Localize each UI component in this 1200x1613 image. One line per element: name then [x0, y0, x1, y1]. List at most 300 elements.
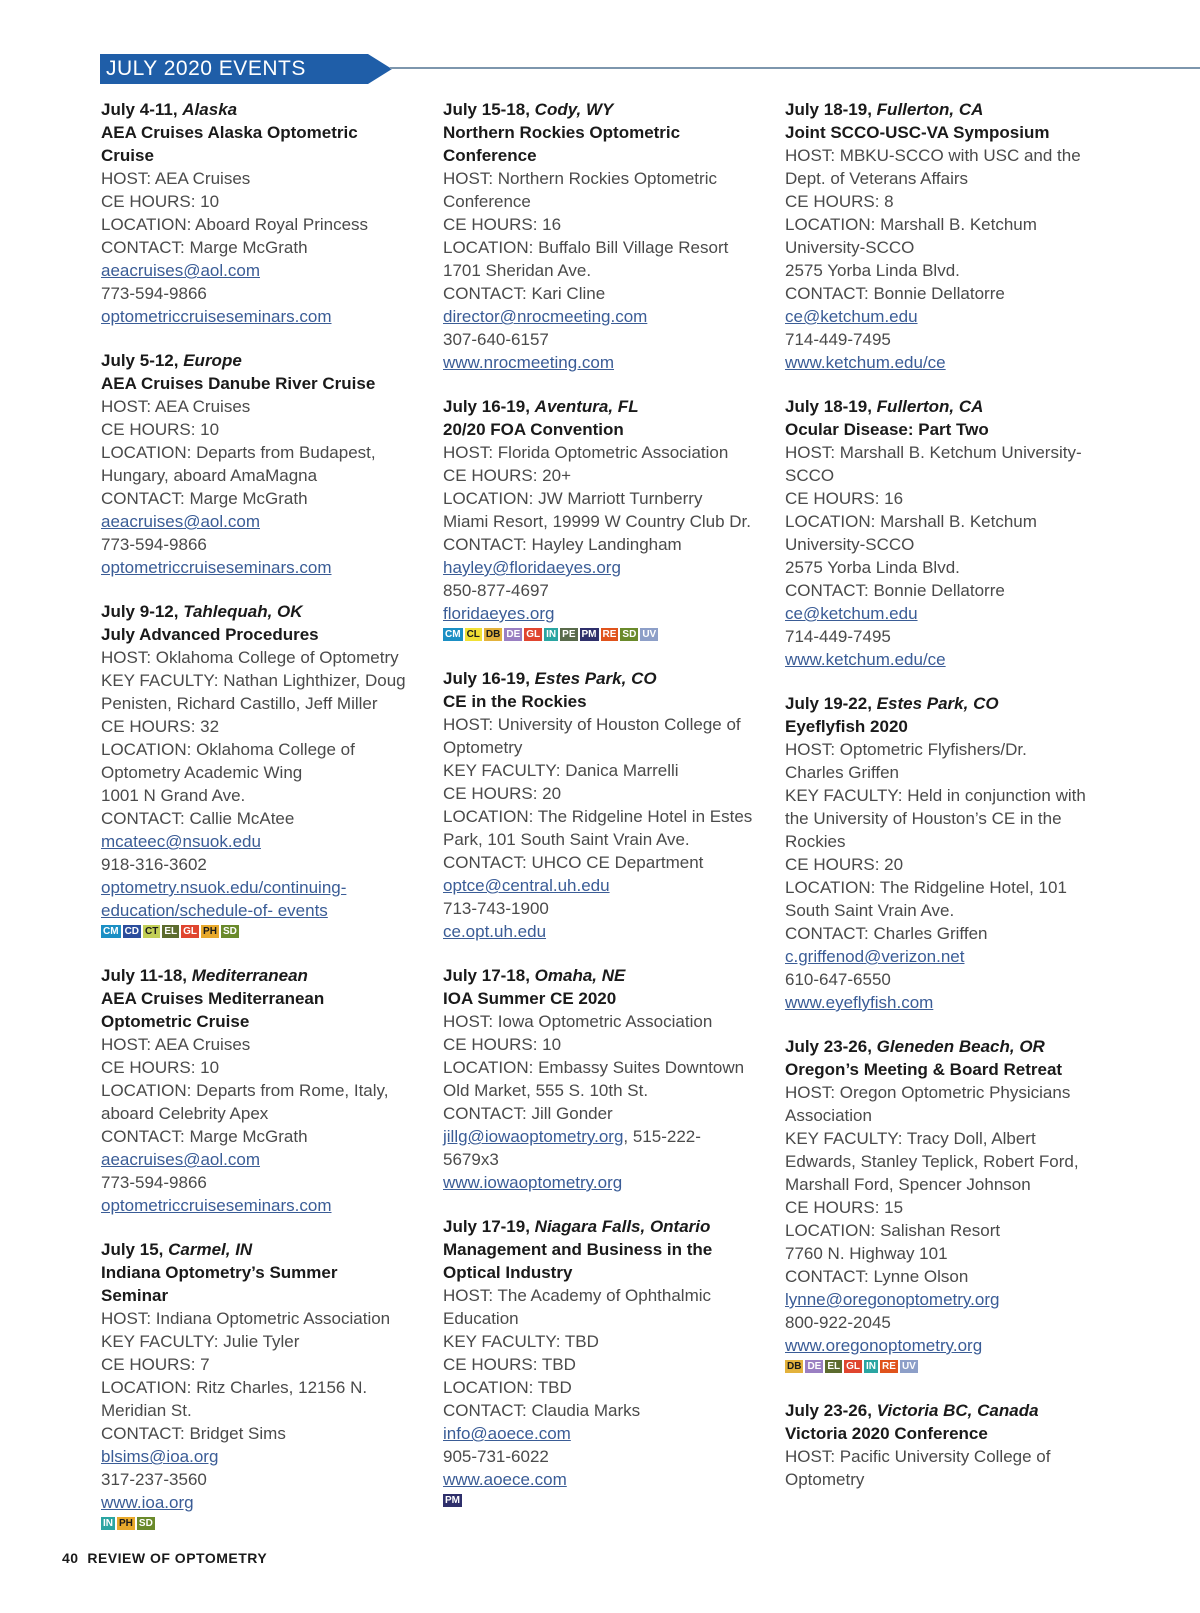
- subject-tags: [101, 925, 423, 943]
- event-date: [443, 1215, 773, 1238]
- event-link[interactable]: www.nrocmeeting.com: [443, 353, 615, 372]
- event-detail: University-SCCO: [785, 535, 915, 554]
- event-listing: [443, 395, 773, 646]
- event-contact-line: [443, 1422, 773, 1445]
- event-contact-line: [101, 1194, 423, 1217]
- event-detail: South Saint Vrain Ave.: [785, 901, 955, 920]
- event-contact-line: [443, 579, 773, 602]
- event-phone: 714-449-7495: [785, 330, 891, 349]
- event-place: Estes Park, CO: [876, 694, 999, 713]
- event-phone: , 515-222-: [623, 1127, 701, 1146]
- event-link[interactable]: www.eyeflyfish.com: [785, 993, 934, 1012]
- event-contact-line: [101, 556, 423, 579]
- event-detail: the University of Houston’s CE in the: [785, 809, 1062, 828]
- event-listing: [443, 667, 773, 943]
- event-date: [101, 600, 423, 623]
- event-link[interactable]: www.iowaoptometry.org: [443, 1173, 623, 1192]
- event-detail: Penisten, Richard Castillo, Jeff Miller: [101, 694, 378, 713]
- event-title: CE in the Rockies: [443, 692, 587, 711]
- event-contact-line: [785, 351, 1105, 374]
- event-listing: [443, 98, 773, 374]
- event-listing: [101, 964, 423, 1217]
- event-link[interactable]: blsims@ioa.org: [101, 1447, 219, 1466]
- event-detail: CONTACT: Charles Griffen: [785, 924, 988, 943]
- event-detail: HOST: Indiana Optometric Association: [101, 1309, 391, 1328]
- event-title: Optometric Cruise: [101, 1012, 250, 1031]
- event-link[interactable]: director@nrocmeeting.com: [443, 307, 648, 326]
- subject-tag: CM: [103, 926, 119, 937]
- subject-tags: [101, 1517, 423, 1535]
- event-place: Victoria BC, Canada: [876, 1401, 1039, 1420]
- event-detail: Education: [443, 1309, 519, 1328]
- event-link[interactable]: optce@central.uh.edu: [443, 876, 610, 895]
- event-date: [785, 692, 1105, 715]
- event-contact-line: [785, 602, 1105, 625]
- event-date-text: July 11-18,: [101, 966, 192, 985]
- event-phone: 800-922-2045: [785, 1313, 891, 1332]
- event-phone: 773-594-9866: [101, 284, 207, 303]
- event-contact-line: [101, 1468, 423, 1491]
- event-contact-line: [101, 305, 423, 328]
- event-date-text: July 16-19,: [443, 397, 535, 416]
- subject-tag: GL: [526, 629, 541, 640]
- event-date: [443, 964, 773, 987]
- event-title: Management and Business in the: [443, 1240, 713, 1259]
- event-date-text: July 18-19,: [785, 100, 877, 119]
- event-contact-line: [101, 259, 423, 282]
- event-link[interactable]: education/schedule-of- events: [101, 901, 328, 920]
- event-listing: [785, 692, 1105, 1014]
- event-detail: CE HOURS: 32: [101, 717, 220, 736]
- event-date: [443, 667, 773, 690]
- event-detail: CE HOURS: 10: [101, 420, 220, 439]
- event-title: Oregon’s Meeting & Board Retreat: [785, 1060, 1063, 1079]
- subject-tag: IN: [866, 1361, 877, 1372]
- page-number: 40: [62, 1550, 79, 1566]
- event-date-text: July 15-18,: [443, 100, 535, 119]
- event-contact-line: [101, 1445, 423, 1468]
- subject-tag: PM: [445, 1495, 460, 1506]
- event-detail: Hungary, aboard AmaMagna: [101, 466, 318, 485]
- event-detail: Association: [785, 1106, 872, 1125]
- event-detail: KEY FACULTY: TBD: [443, 1332, 599, 1351]
- subject-tag: EL: [164, 926, 178, 937]
- event-link[interactable]: www.aoece.com: [443, 1470, 567, 1489]
- event-detail: CONTACT: UHCO CE Department: [443, 853, 704, 872]
- event-detail: CE HOURS: 8: [785, 192, 894, 211]
- event-place: Tahlequah, OK: [183, 602, 303, 621]
- event-contact-line: [101, 1171, 423, 1194]
- event-link[interactable]: www.ketchum.edu/ce: [785, 353, 946, 372]
- event-title: Northern Rockies Optometric: [443, 123, 681, 142]
- event-detail: CE HOURS: 10: [101, 1058, 220, 1077]
- event-detail: HOST: Marshall B. Ketchum University-: [785, 443, 1082, 462]
- event-contact-line: [443, 897, 773, 920]
- event-date: [785, 1399, 1105, 1422]
- event-link[interactable]: ce.opt.uh.edu: [443, 922, 547, 941]
- event-contact-line: [101, 510, 423, 533]
- subject-tags: [443, 628, 773, 646]
- event-detail: CONTACT: Bonnie Dellatorre: [785, 284, 1005, 303]
- event-place: Mediterranean: [191, 966, 308, 985]
- event-date-text: July 18-19,: [785, 397, 877, 416]
- subject-tag: IN: [103, 1518, 113, 1529]
- subject-tag: SD: [622, 629, 637, 640]
- event-detail: HOST: AEA Cruises: [101, 169, 251, 188]
- event-link[interactable]: c.griffenod@verizon.net: [785, 947, 965, 966]
- event-phone: 307-640-6157: [443, 330, 549, 349]
- event-detail: Miami Resort, 19999 W Country Club Dr.: [443, 512, 751, 531]
- subject-tag: EL: [827, 1361, 841, 1372]
- subject-tag: CL: [466, 629, 480, 640]
- subject-tag: UV: [901, 1361, 916, 1372]
- event-contact-line: [101, 853, 423, 876]
- subject-tag: UV: [642, 629, 657, 640]
- event-detail: LOCATION: Salishan Resort: [785, 1221, 1001, 1240]
- event-detail: Conference: [443, 192, 531, 211]
- event-contact-line: [443, 1445, 773, 1468]
- event-phone: 773-594-9866: [101, 1173, 207, 1192]
- event-contact-line: [443, 1125, 773, 1148]
- event-date-text: July 5-12,: [101, 351, 184, 370]
- event-detail: KEY FACULTY: Nathan Lighthizer, Doug: [101, 671, 406, 690]
- event-contact-line: [101, 830, 423, 853]
- event-detail: LOCATION: Buffalo Bill Village Resort: [443, 238, 729, 257]
- event-date: [101, 1238, 423, 1261]
- subject-tag: CD: [124, 926, 140, 937]
- event-date: [101, 964, 423, 987]
- event-detail: LOCATION: Departs from Budapest,: [101, 443, 376, 462]
- event-detail: 1701 Sheridan Ave.: [443, 261, 592, 280]
- event-detail: 2575 Yorba Linda Blvd.: [785, 261, 960, 280]
- event-detail: CE HOURS: 20: [443, 784, 562, 803]
- event-contact-line: [785, 1311, 1105, 1334]
- event-detail: University-SCCO: [785, 238, 915, 257]
- event-place: Alaska: [182, 100, 238, 119]
- event-detail: Meridian St.: [101, 1401, 192, 1420]
- event-phone: 918-316-3602: [101, 855, 207, 874]
- event-place: Omaha, NE: [534, 966, 626, 985]
- event-detail: Edwards, Stanley Teplick, Robert Ford,: [785, 1152, 1079, 1171]
- event-title: Victoria 2020 Conference: [785, 1424, 988, 1443]
- event-title: 20/20 FOA Convention: [443, 420, 624, 439]
- event-detail: CONTACT: Marge McGrath: [101, 238, 308, 257]
- event-detail: CONTACT: Marge McGrath: [101, 489, 308, 508]
- event-listing: [101, 349, 423, 579]
- publication-name: REVIEW OF OPTOMETRY: [87, 1550, 268, 1566]
- event-listing: [785, 395, 1105, 671]
- event-contact-line: [443, 305, 773, 328]
- event-contact-line: [785, 1288, 1105, 1311]
- event-detail: HOST: Florida Optometric Association: [443, 443, 729, 462]
- subject-tag: PE: [562, 629, 576, 640]
- column-3: [785, 98, 1105, 1512]
- event-detail: LOCATION: Marshall B. Ketchum: [785, 512, 1037, 531]
- event-detail: HOST: University of Houston College of: [443, 715, 741, 734]
- event-detail: CONTACT: Jill Gonder: [443, 1104, 613, 1123]
- event-phone: 905-731-6022: [443, 1447, 549, 1466]
- page-footer: [62, 1550, 267, 1566]
- event-contact-line: [101, 899, 423, 922]
- event-contact-line: [785, 991, 1105, 1014]
- event-link[interactable]: optometry.nsuok.edu/continuing-: [101, 878, 347, 897]
- event-contact-line: [785, 328, 1105, 351]
- event-contact-line: [443, 1171, 773, 1194]
- event-contact-line: [785, 648, 1105, 671]
- event-detail: SCCO: [785, 466, 835, 485]
- event-place: Europe: [183, 351, 242, 370]
- event-contact-line: [101, 1148, 423, 1171]
- event-listing: [785, 1399, 1105, 1491]
- section-banner: [100, 54, 398, 84]
- event-phone: 317-237-3560: [101, 1470, 207, 1489]
- event-phone: 850-877-4697: [443, 581, 549, 600]
- event-place: Fullerton, CA: [876, 397, 984, 416]
- subject-tag: DB: [787, 1361, 802, 1372]
- event-detail: CONTACT: Bonnie Dellatorre: [785, 581, 1005, 600]
- event-date: [101, 349, 423, 372]
- event-detail: KEY FACULTY: Held in conjunction with: [785, 786, 1086, 805]
- event-contact-line: [443, 328, 773, 351]
- subject-tag: IN: [546, 629, 557, 640]
- event-detail: HOST: Optometric Flyfishers/Dr.: [785, 740, 1027, 759]
- event-link[interactable]: floridaeyes.org: [443, 604, 555, 623]
- event-detail: CONTACT: Claudia Marks: [443, 1401, 641, 1420]
- banner-title: JULY 2020 EVENTS: [106, 57, 306, 80]
- subject-tag: RE: [602, 629, 617, 640]
- event-date: [101, 98, 423, 121]
- subject-tag: DE: [807, 1361, 822, 1372]
- event-listing: [101, 600, 423, 943]
- event-detail: LOCATION: The Ridgeline Hotel, 101: [785, 878, 1067, 897]
- event-date-text: July 16-19,: [443, 669, 535, 688]
- event-detail: HOST: Northern Rockies Optometric: [443, 169, 717, 188]
- event-detail: KEY FACULTY: Tracy Doll, Albert: [785, 1129, 1036, 1148]
- event-contact-line: [785, 945, 1105, 968]
- event-title: Ocular Disease: Part Two: [785, 420, 989, 439]
- event-contact-line: [785, 1334, 1105, 1357]
- event-link[interactable]: lynne@oregonoptometry.org: [785, 1290, 1000, 1309]
- event-detail: HOST: AEA Cruises: [101, 397, 251, 416]
- header-rule: [390, 67, 1200, 69]
- event-detail: LOCATION: JW Marriott Turnberry: [443, 489, 703, 508]
- event-detail: LOCATION: Ritz Charles, 12156 N.: [101, 1378, 368, 1397]
- event-title: July Advanced Procedures: [101, 625, 319, 644]
- event-listing: [443, 964, 773, 1194]
- event-place: Estes Park, CO: [534, 669, 657, 688]
- event-contact-line: [101, 282, 423, 305]
- event-detail: HOST: Oregon Optometric Physicians: [785, 1083, 1071, 1102]
- event-link[interactable]: hayley@floridaeyes.org: [443, 558, 621, 577]
- event-listing: [785, 98, 1105, 374]
- event-date-text: July 4-11,: [101, 100, 183, 119]
- column-2: [443, 98, 773, 1533]
- event-detail: CONTACT: Marge McGrath: [101, 1127, 308, 1146]
- event-place: Carmel, IN: [168, 1240, 253, 1259]
- event-detail: Optometry: [785, 1470, 865, 1489]
- event-detail: LOCATION: Oklahoma College of: [101, 740, 355, 759]
- event-detail: Old Market, 555 S. 10th St.: [443, 1081, 649, 1100]
- event-place: Fullerton, CA: [876, 100, 984, 119]
- event-date-text: July 9-12,: [101, 602, 184, 621]
- event-title: AEA Cruises Alaska Optometric: [101, 123, 358, 142]
- event-detail: CONTACT: Bridget Sims: [101, 1424, 286, 1443]
- event-title: Eyeflyfish 2020: [785, 717, 908, 736]
- event-title: AEA Cruises Mediterranean: [101, 989, 325, 1008]
- event-detail: KEY FACULTY: Danica Marrelli: [443, 761, 679, 780]
- event-place: Aventura, FL: [534, 397, 639, 416]
- event-date-text: July 15,: [101, 1240, 169, 1259]
- event-link[interactable]: aeacruises@aol.com: [101, 261, 260, 280]
- event-detail: CE HOURS: 16: [785, 489, 904, 508]
- event-date-text: July 23-26,: [785, 1037, 877, 1056]
- event-place: Niagara Falls, Ontario: [534, 1217, 711, 1236]
- event-detail: LOCATION: Departs from Rome, Italy,: [101, 1081, 389, 1100]
- event-listing: [785, 1035, 1105, 1378]
- event-detail: LOCATION: Embassy Suites Downtown: [443, 1058, 745, 1077]
- event-contact-line: [443, 602, 773, 625]
- event-place: Gleneden Beach, OR: [876, 1037, 1045, 1056]
- event-detail: CONTACT: Lynne Olson: [785, 1267, 969, 1286]
- event-detail: HOST: The Academy of Ophthalmic: [443, 1286, 712, 1305]
- event-detail: HOST: Oklahoma College of Optometry: [101, 648, 399, 667]
- event-date-text: July 17-19,: [443, 1217, 535, 1236]
- subject-tag: DB: [485, 629, 501, 640]
- event-date: [785, 1035, 1105, 1058]
- event-title: AEA Cruises Danube River Cruise: [101, 374, 376, 393]
- event-detail: CONTACT: Hayley Landingham: [443, 535, 682, 554]
- event-detail: aboard Celebrity Apex: [101, 1104, 269, 1123]
- event-detail: Optometry Academic Wing: [101, 763, 303, 782]
- event-detail: HOST: AEA Cruises: [101, 1035, 251, 1054]
- subject-tag: CM: [445, 629, 461, 640]
- event-detail: KEY FACULTY: Julie Tyler: [101, 1332, 300, 1351]
- event-detail: CE HOURS: 10: [443, 1035, 562, 1054]
- event-detail: HOST: Iowa Optometric Association: [443, 1012, 713, 1031]
- event-link[interactable]: ce@ketchum.edu: [785, 604, 918, 623]
- event-contact-line: [443, 1148, 773, 1171]
- event-phone: 714-449-7495: [785, 627, 891, 646]
- event-contact-line: [443, 920, 773, 943]
- event-contact-line: [443, 1468, 773, 1491]
- event-detail: 1001 N Grand Ave.: [101, 786, 246, 805]
- event-contact-line: [443, 874, 773, 897]
- event-detail: Rockies: [785, 832, 846, 851]
- subject-tag: PH: [119, 1518, 133, 1529]
- event-detail: CE HOURS: 7: [101, 1355, 210, 1374]
- event-contact-line: [101, 533, 423, 556]
- subject-tag: GL: [183, 926, 198, 937]
- event-detail: CE HOURS: 16: [443, 215, 562, 234]
- event-link[interactable]: optometriccruiseseminars.com: [101, 307, 332, 326]
- event-link[interactable]: www.oregonoptometry.org: [785, 1336, 983, 1355]
- event-contact-line: [101, 1491, 423, 1514]
- event-title: Joint SCCO-USC-VA Symposium: [785, 123, 1050, 142]
- event-link[interactable]: ce@ketchum.edu: [785, 307, 918, 326]
- event-detail: 7760 N. Highway 101: [785, 1244, 948, 1263]
- event-date: [785, 98, 1105, 121]
- event-title: Optical Industry: [443, 1263, 573, 1282]
- subject-tags: [785, 1360, 1105, 1378]
- event-phone: 610-647-6550: [785, 970, 891, 989]
- event-detail: CONTACT: Kari Cline: [443, 284, 606, 303]
- event-title: Seminar: [101, 1286, 169, 1305]
- event-place: Cody, WY: [534, 100, 614, 119]
- event-title: IOA Summer CE 2020: [443, 989, 617, 1008]
- event-detail: LOCATION: Aboard Royal Princess: [101, 215, 369, 234]
- event-detail: Park, 101 South Saint Vrain Ave.: [443, 830, 690, 849]
- event-detail: Marshall Ford, Spencer Johnson: [785, 1175, 1031, 1194]
- event-contact-line: [443, 556, 773, 579]
- event-title: Cruise: [101, 146, 154, 165]
- event-date-text: July 19-22,: [785, 694, 877, 713]
- subject-tag: CT: [145, 926, 159, 937]
- event-link[interactable]: www.ioa.org: [101, 1493, 194, 1512]
- event-link[interactable]: mcateec@nsuok.edu: [101, 832, 261, 851]
- event-phone: 773-594-9866: [101, 535, 207, 554]
- column-1: [101, 98, 423, 1556]
- event-detail: CE HOURS: 10: [101, 192, 220, 211]
- event-detail: CE HOURS: TBD: [443, 1355, 576, 1374]
- event-listing: [101, 98, 423, 328]
- subject-tag: PH: [203, 926, 217, 937]
- subject-tag: RE: [882, 1361, 896, 1372]
- event-link[interactable]: jillg@iowaoptometry.org: [443, 1127, 624, 1146]
- event-listing: [101, 1238, 423, 1535]
- event-link[interactable]: aeacruises@aol.com: [101, 512, 260, 531]
- event-link[interactable]: optometriccruiseseminars.com: [101, 558, 332, 577]
- event-date-text: July 23-26,: [785, 1401, 877, 1420]
- event-detail: LOCATION: The Ridgeline Hotel in Estes: [443, 807, 753, 826]
- subject-tag: SD: [222, 926, 237, 937]
- subject-tags: [443, 1494, 773, 1512]
- event-phone: 5679x3: [443, 1150, 499, 1169]
- event-detail: CE HOURS: 20: [785, 855, 904, 874]
- event-link[interactable]: aeacruises@aol.com: [101, 1150, 260, 1169]
- event-detail: HOST: MBKU-SCCO with USC and the: [785, 146, 1081, 165]
- event-detail: Dept. of Veterans Affairs: [785, 169, 969, 188]
- event-detail: LOCATION: TBD: [443, 1378, 572, 1397]
- event-contact-line: [443, 351, 773, 374]
- event-detail: HOST: Pacific University College of: [785, 1447, 1051, 1466]
- subject-tag: DE: [506, 629, 521, 640]
- event-title: Indiana Optometry’s Summer: [101, 1263, 338, 1282]
- event-title: Conference: [443, 146, 537, 165]
- event-detail: CONTACT: Callie McAtee: [101, 809, 295, 828]
- event-detail: LOCATION: Marshall B. Ketchum: [785, 215, 1037, 234]
- event-detail: Optometry: [443, 738, 523, 757]
- event-link[interactable]: optometriccruiseseminars.com: [101, 1196, 332, 1215]
- event-date-text: July 17-18,: [443, 966, 535, 985]
- event-date: [443, 98, 773, 121]
- event-contact-line: [785, 305, 1105, 328]
- event-contact-line: [101, 876, 423, 899]
- event-link[interactable]: info@aoece.com: [443, 1424, 571, 1443]
- event-contact-line: [785, 968, 1105, 991]
- event-detail: 2575 Yorba Linda Blvd.: [785, 558, 960, 577]
- event-contact-line: [785, 625, 1105, 648]
- event-date: [443, 395, 773, 418]
- event-detail: CE HOURS: 15: [785, 1198, 904, 1217]
- event-date: [785, 395, 1105, 418]
- subject-tag: PM: [581, 629, 597, 640]
- event-link[interactable]: www.ketchum.edu/ce: [785, 650, 946, 669]
- event-detail: Charles Griffen: [785, 763, 900, 782]
- event-listing: [443, 1215, 773, 1512]
- event-phone: 713-743-1900: [443, 899, 549, 918]
- subject-tag: GL: [846, 1361, 861, 1372]
- subject-tag: SD: [138, 1518, 153, 1529]
